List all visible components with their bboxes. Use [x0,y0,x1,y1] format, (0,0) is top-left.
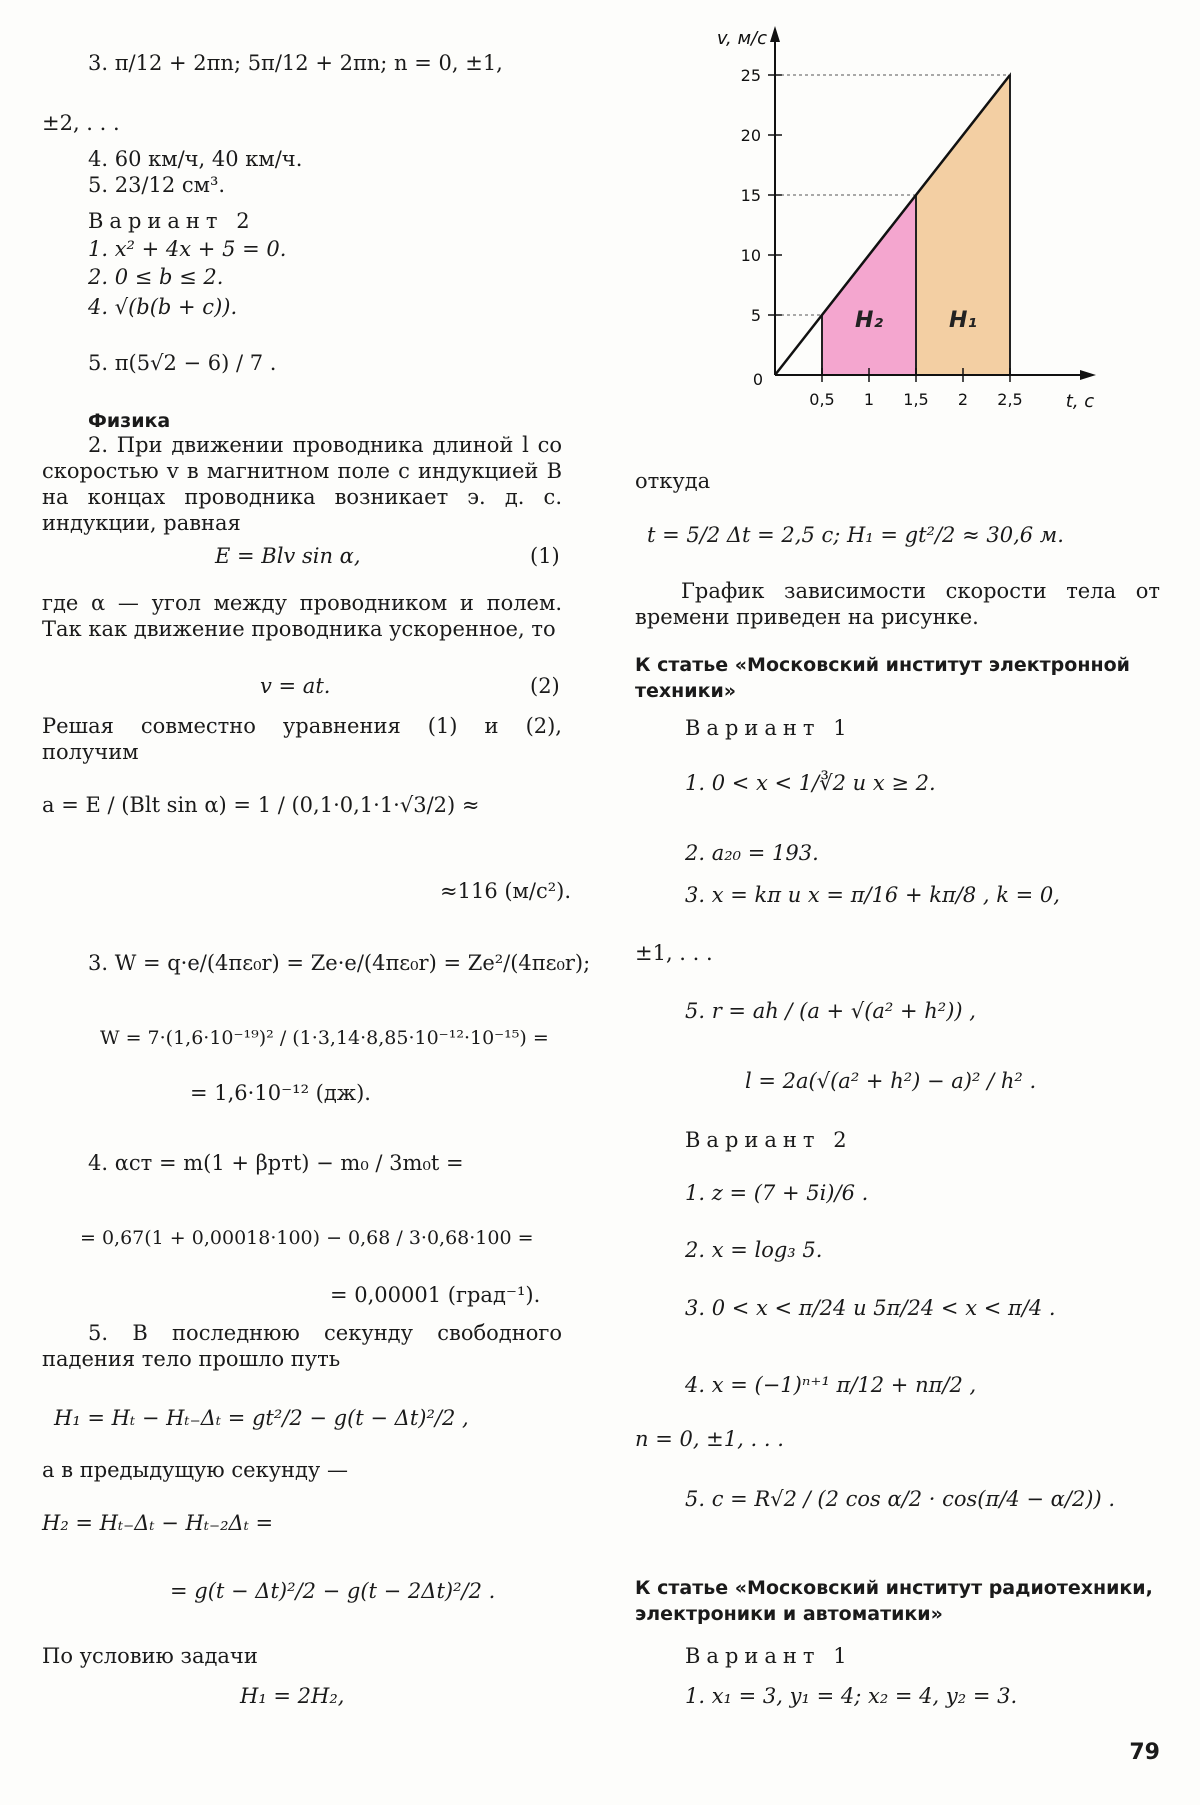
y-axis-label: v, м/с [716,28,767,49]
mirea-v1-answer-1: 1. x₁ = 3, y₁ = 4; x₂ = 4, y₂ = 3. [685,1684,1018,1708]
miet-v1-answer-5: 5. r = ah / (a + √(a² + h²)) , [685,999,976,1023]
x-tick-label: 1 [863,390,875,409]
x-tick-label: 1,5 [903,390,929,409]
equation-9: H₂ = Hₜ₋Δₜ − Hₜ₋₂Δₜ = [42,1511,274,1535]
miet-heading: К статье «Московский институт электронной техники» [635,654,1130,702]
miet-v2-answer-2: 2. x = log₃ 5. [685,1238,823,1262]
problem-5-text: 5. В последнюю секунду свободного падения тело прошло путь [42,1321,562,1371]
problem-2-text-3: Решая совместно уравнения (1) и (2), получим [42,714,562,764]
region-label: H₂ [854,308,884,333]
answer-line-5: 5. 23/12 см³. [88,173,226,197]
y-tick-label: 20 [740,126,761,145]
x-axis-arrow [1080,370,1096,380]
problem-5-text-3: По условию задачи [42,1644,258,1668]
variant-heading: Вариант 2 [88,209,256,233]
mirea-variant1-heading: Вариант 1 [685,1644,853,1668]
equation-4: 3. W = q·e/(4πε₀r) = Ze·e/(4πε₀r) = Ze²/(4πε₀r); [88,951,591,975]
miet-v1-answer-3-cont: ±1, . . . [635,941,713,965]
equation-7: = 0,67(1 + 0,00018·100) − 0,68 / 3·0,68·100 = [80,1227,534,1249]
variant2-answer-4: 4. √(b(b + c)). [88,295,238,319]
miet-v1-answer-1: 1. 0 < x < 1/∛2 и x ≥ 2. [685,771,936,795]
variant2-answer-1: 1. x² + 4x + 5 = 0. [88,237,287,261]
equation-t-result: t = 5/2 Δt = 2,5 с; H₁ = gt²/2 ≈ 30,6 м. [647,523,1064,547]
equation-1: E = Blv sin α, [215,544,361,568]
equation-5-result: = 1,6·10⁻¹² (дж). [190,1081,371,1105]
equation-2: v = at. [260,674,331,698]
miet-v2-answer-1: 1. z = (7 + 5i)/6 . [685,1181,869,1205]
physics-heading: Физика [88,410,171,432]
miet-v2-answer-4: 4. x = (−1)ⁿ⁺¹ π/12 + nπ/2 , [685,1373,977,1397]
x-tick-label: 0,5 [809,390,835,409]
answer-line-4: 4. 60 км/ч, 40 км/ч. [88,147,303,171]
problem-2-text-2: где α — угол между проводником и полем. Так как движение проводника ускоренное, то [42,591,562,641]
miet-v2-answer-5: 5. c = R√2 / (2 cos α/2 · cos(π/4 − α/2)) . [685,1487,1116,1511]
equation-3: a = E / (Blt sin α) = 1 / (0,1·0,1·1·√3/2) ≈ [42,793,480,817]
miet-v1-answer-2: 2. a₂₀ = 193. [685,841,819,865]
miet-v2-answer-3: 3. 0 < x < π/24 и 5π/24 < x < π/4 . [685,1296,1056,1320]
y-tick-label: 10 [740,246,761,265]
page-number: 79 [1129,1740,1160,1765]
equation-10: H₁ = 2H₂, [240,1684,345,1708]
problem-5-text-2: а в предыдущую секунду — [42,1458,348,1482]
region-label: H₁ [948,308,978,333]
equation-9-result: = g(t − Δt)²/2 − g(t − 2Δt)²/2 . [170,1579,496,1603]
y-tick-label: 25 [740,66,761,85]
otkuda-text: откуда [635,469,711,493]
variant2-answer-5: 5. π(5√2 − 6) / 7 . [88,351,277,375]
miet-v1-answer-3: 3. x = kπ и x = π/16 + kπ/8 , k = 0, [685,883,1060,907]
x-tick-label: 2 [957,390,969,409]
equation-6: 4. αст = m(1 + βртt) − m₀ / 3m₀t = [88,1151,464,1175]
answer-line-3: 3. π/12 + 2πn; 5π/12 + 2πn; n = 0, ±1, [88,51,503,75]
equation-1-number: (1) [530,544,560,568]
y-tick-label: 5 [750,306,761,325]
equation-3-result: ≈116 (м/с²). [440,879,572,903]
miet-v1-answer-5b: l = 2a(√(a² + h²) − a)² / h² . [745,1069,1037,1093]
mirea-heading: К статье «Московский институт радиотехники, электроники и автоматики» [635,1577,1153,1625]
origin-label: 0 [752,370,763,389]
equation-2-number: (2) [530,674,560,698]
y-axis-arrow [770,26,780,42]
miet-variant2-heading: Вариант 2 [685,1128,853,1152]
miet-v2-answer-4-cont: n = 0, ±1, . . . [635,1427,784,1451]
velocity-time-chart [700,20,1100,420]
x-axis-label: t, с [1065,391,1095,412]
x-tick-label: 2,5 [997,390,1023,409]
variant2-answer-2: 2. 0 ≤ b ≤ 2. [88,265,224,289]
equation-5: W = 7·(1,6·10⁻¹⁹)² / (1·3,14·8,85·10⁻¹²·10⁻¹⁵) = [100,1027,549,1049]
graph-description: График зависимости скорости тела от времени приведен на рисунке. [635,579,1160,629]
problem-2-text: 2. При движении проводника длиной l со скоростью v в магнитном поле с индукцией B на концах проводника возникает э. д. с. индукции, равная [42,433,562,535]
answer-line-3-cont: ±2, . . . [42,111,120,135]
y-tick-label: 15 [740,186,761,205]
equation-8: H₁ = Hₜ − Hₜ₋Δₜ = gt²/2 − g(t − Δt)²/2 , [54,1406,469,1430]
equation-7-result: = 0,00001 (град⁻¹). [330,1283,541,1307]
region-h2 [822,195,916,375]
miet-variant1-heading: Вариант 1 [685,716,853,740]
